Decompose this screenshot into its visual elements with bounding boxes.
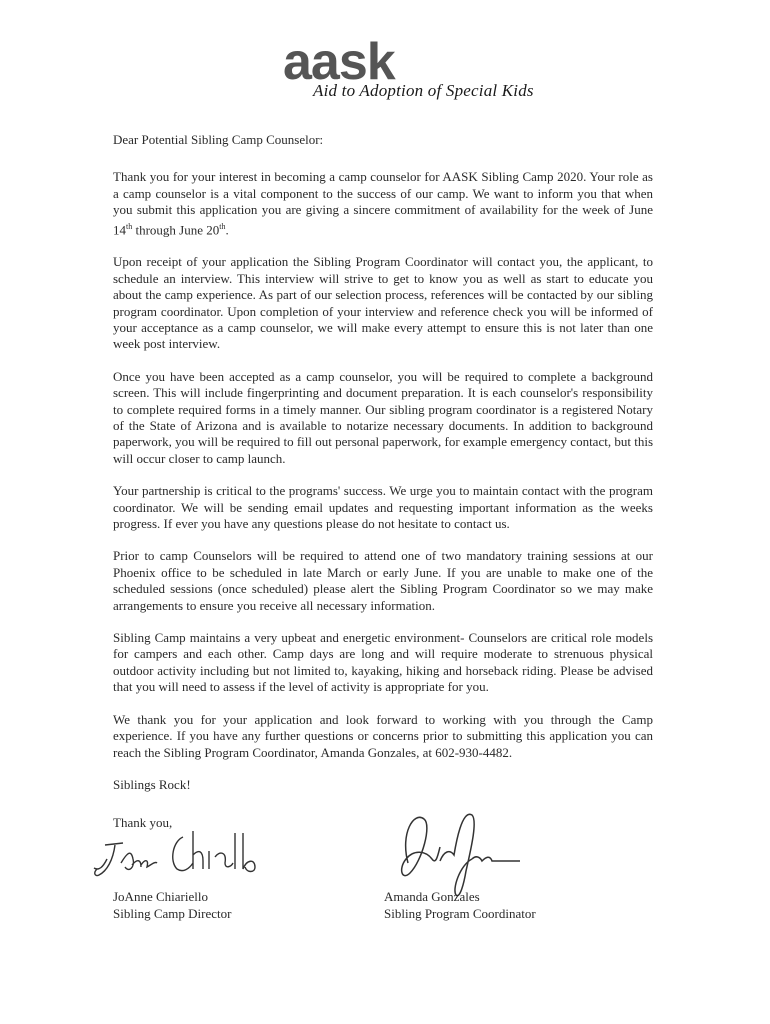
thanks-line: Thank you, [113,815,173,831]
paragraph-2: Upon receipt of your application the Sibling Program Coordinator will contact you, the applicant, to schedule an interview. This interview will strive to get to know you as well as start to educate you about the camp experience. As part of our selection process, references will be contacted by our sibling program coordinator. Upon completion of your interview and reference check you will be informed of your acceptance as a camp counselor, we will make every attempt to ensure this is not later than one week post interview. [113,254,653,352]
paragraph-4: Your partnership is critical to the programs' success. We urge you to maintain contact with the program coordinator. We will be sending email updates and requesting important information as the weeks progress. If ever you have any questions please do not hesitate to contact us. [113,483,653,532]
signatory-name: Amanda Gonzales [384,889,480,904]
paragraph-6: Sibling Camp maintains a very upbeat and energetic environment- Counselors are critical role models for campers and each other. Camp days are long and will require moderate to strenuous physical outdoor activity including but not limited to, kayaking, hiking and horseback riding. Please be advised that you will need to assess if the level of activity is appropriate for you. [113,630,653,695]
signatory-title: Sibling Camp Director [113,906,232,921]
signatory-right [384,888,536,922]
signature-joanne-chiariello [85,815,275,895]
logo-tagline: Aid to Adoption of Special Kids [313,81,534,100]
letter-body [113,132,653,832]
signatory-name: JoAnne Chiariello [113,889,208,904]
signatory-left [113,888,231,922]
signatory-title: Sibling Program Coordinator [384,906,536,921]
salutation: Dear Potential Sibling Camp Counselor: [113,132,324,147]
logo-wordmark: aask [283,33,395,91]
paragraph-7: We thank you for your application and look forward to working with you through the Camp experience. If you have any further questions or concerns prior to submitting this application you can reach the Sibling Program Coordinator, Amanda Gonzales, at 602-930-4482. [113,711,653,760]
paragraph-3: Once you have been accepted as a camp counselor, you will be required to complete a background screen. This will include fingerprinting and document preparation. It is each counselor's responsibility to complete required forms in a timely manner. Our sibling program coordinator is a registered Notary of the State of Arizona and is available to notarize necessary documents. In addition to background paperwork, you will be required to fill out personal paperwork, for example emergency contact, but this will occur closer to camp launch. [113,368,653,466]
paragraph-5: Prior to camp Counselors will be required to attend one of two mandatory training sessions at our Phoenix office to be scheduled in late March or early June. If you are unable to make one of the scheduled sessions (once scheduled) please alert the Sibling Program Coordinator so we may make arrangements to ensure you receive all necessary information. [113,548,653,613]
paragraph-1: Thank you for your interest in becoming a camp counselor for AASK Sibling Camp 2020. Your role as a camp counselor is a vital component to the success of our camp. We want to inform you that when you submit this application you are giving a sincere commitment of availability for the week of June 14th through June 20th. [113,169,653,237]
closing-line: Siblings Rock! [113,776,191,792]
aask-logo [283,33,534,108]
